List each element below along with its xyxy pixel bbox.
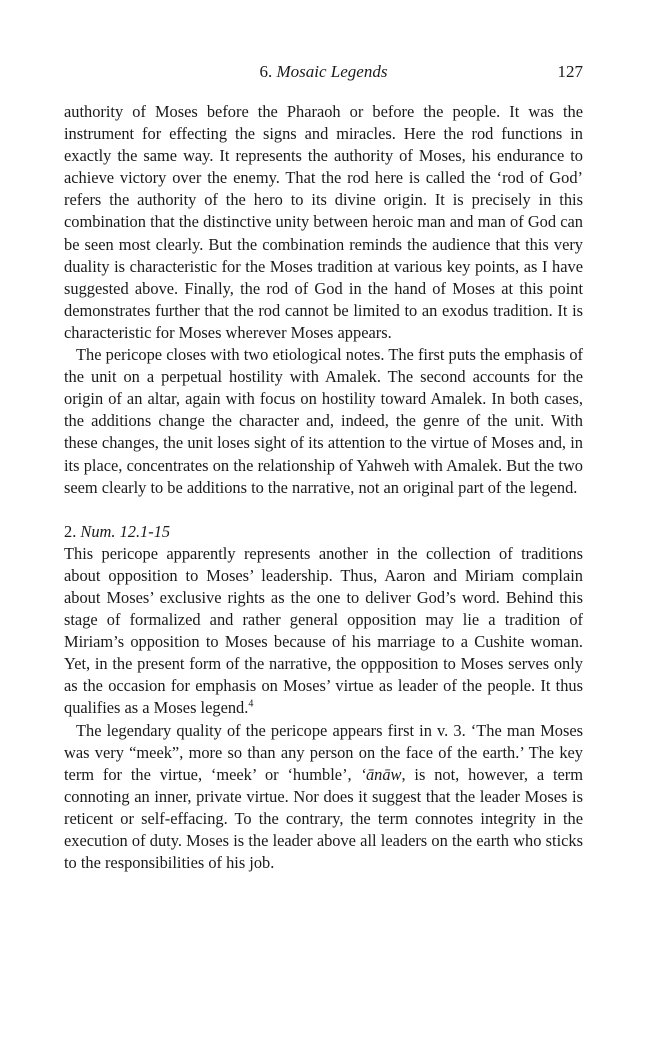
- paragraph-2: The pericope closes with two etiological notes. The first puts the emphasis of the unit on a perpetual hostility with Amalek. The second accounts for the origin of an altar, again with focus on hostility toward Amalek. In both cases, the additions change the character and, indeed, the genre of the unit. With these changes, the unit loses sight of its attention to the virtue of Moses and, in its place, concentrates on the relationship of Yahweh with Amalek. But the two seem clearly to be additions to the narrative, not an original part of the legend.: [64, 345, 583, 497]
- hebrew-transliteration: ‘ānāw: [360, 764, 402, 784]
- paragraph-4-text-a: The legendary quality of the pericope appears first in v. 3. ‘The man Moses was very “meek”, more so than any person on the face of the earth.’ The key term for the virtue, ‘meek’ or ‘humble’,: [64, 720, 583, 784]
- paragraph-4: [64, 720, 583, 875]
- section-heading: [64, 521, 583, 543]
- paragraph-3-text: This pericope apparently represents another in the collection of traditions about opposition to Moses’ leadership. Thus, Aaron and Miriam complain about Moses’ exclusive rights as the one to deliver God’s word. Behind this stage of formalized and rather general opposition may lie a tradition of Miriam’s opposition to Moses because of his marriage to a Cushite woman. Yet, in the present form of the narrative, the oppposition to Moses serves only as the occasion for emphasis on Moses’ virtue as leader of the people. It thus qualifies as a Moses legend.: [64, 543, 583, 718]
- page-number: 127: [557, 62, 583, 81]
- footnote-marker[interactable]: 4: [248, 698, 254, 710]
- chapter-title: Mosaic Legends: [276, 62, 388, 81]
- chapter-number: 6.: [259, 62, 273, 81]
- paragraph-1: authority of Moses before the Pharaoh or before the people. It was the instrument for effecting the signs and miracles. Here the rod functions in exactly the same way. It represents the authority of Moses, his endurance to achieve victory over the enemy. That the rod here is called the ‘rod of God’ refers the authority of the hero to its divine origin. It is precisely in this combination that the distinctive unity between heroic man and man of God can be seen most clearly. But the combination reminds the audience that this very duality is characteristic for the Moses tradition at various key points, as I have suggested above. Finally, the rod of God in the hand of Moses at this point demonstrates further that the rod cannot be limited to an exodus tradition. It is characteristic for Moses wherever Moses appears.: [64, 102, 583, 342]
- paragraph-4-text-b: , is not, however, a term connoting an inner, private virtue. Nor does it suggest that the leader Moses is reticent or self-effacing. To the contrary, the term connotes integrity in the execution of duty. Moses is the leader above all leaders on the earth who sticks to the responsibilities of his job.: [64, 764, 583, 873]
- section-reference: Num. 12.1-15: [80, 521, 171, 541]
- section-number: 2.: [64, 521, 77, 541]
- paragraph-3: [64, 543, 583, 720]
- body-text: [64, 101, 583, 874]
- book-page: [64, 58, 583, 874]
- chapter-heading: [64, 58, 583, 86]
- running-head: [64, 58, 583, 86]
